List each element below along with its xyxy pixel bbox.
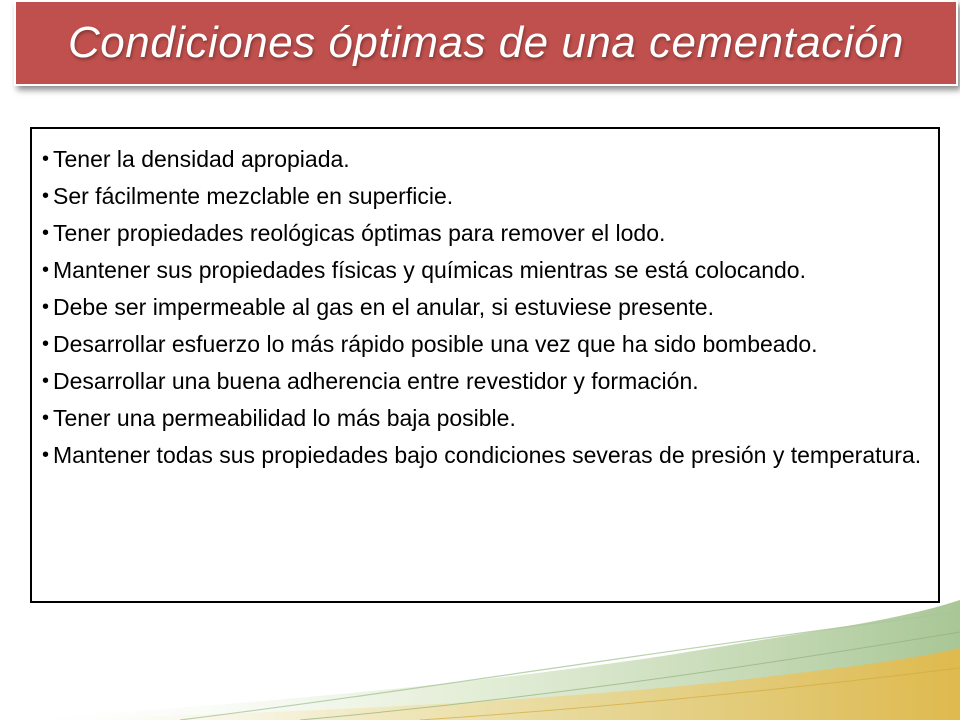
bullet-icon: • [42,185,50,207]
bullet-icon: • [42,148,50,170]
list-item: • Desarrollar esfuerzo lo más rápido posible una vez que ha sido bombeado. [42,326,930,363]
list-item: • Tener propiedades reológicas óptimas para remover el lodo. [42,215,930,252]
list-item: • Mantener sus propiedades físicas y químicas mientras se está colocando. [42,252,930,289]
bullet-icon: • [42,296,50,318]
bullet-icon: • [42,259,50,281]
list-item: • Tener una permeabilidad lo más baja posible. [42,400,930,437]
list-item: • Ser fácilmente mezclable en superficie. [42,178,930,215]
list-item: • Tener la densidad apropiada. [42,141,930,178]
bullet-icon: • [42,370,50,392]
conditions-box [30,127,940,603]
bullet-icon: • [42,333,50,355]
bullet-icon: • [42,222,50,244]
bullet-icon: • [42,444,50,466]
list-item: • Mantener todas sus propiedades bajo condiciones severas de presión y temperatura. [42,437,930,474]
list-item: • Desarrollar una buena adherencia entre revestidor y formación. [42,363,930,400]
conditions-list [42,141,930,474]
slide-title: Condiciones óptimas de una cementación [68,18,904,67]
list-item: • Debe ser impermeable al gas en el anular, si estuviese presente. [42,289,930,326]
bullet-icon: • [42,407,50,429]
title-banner [14,0,958,86]
